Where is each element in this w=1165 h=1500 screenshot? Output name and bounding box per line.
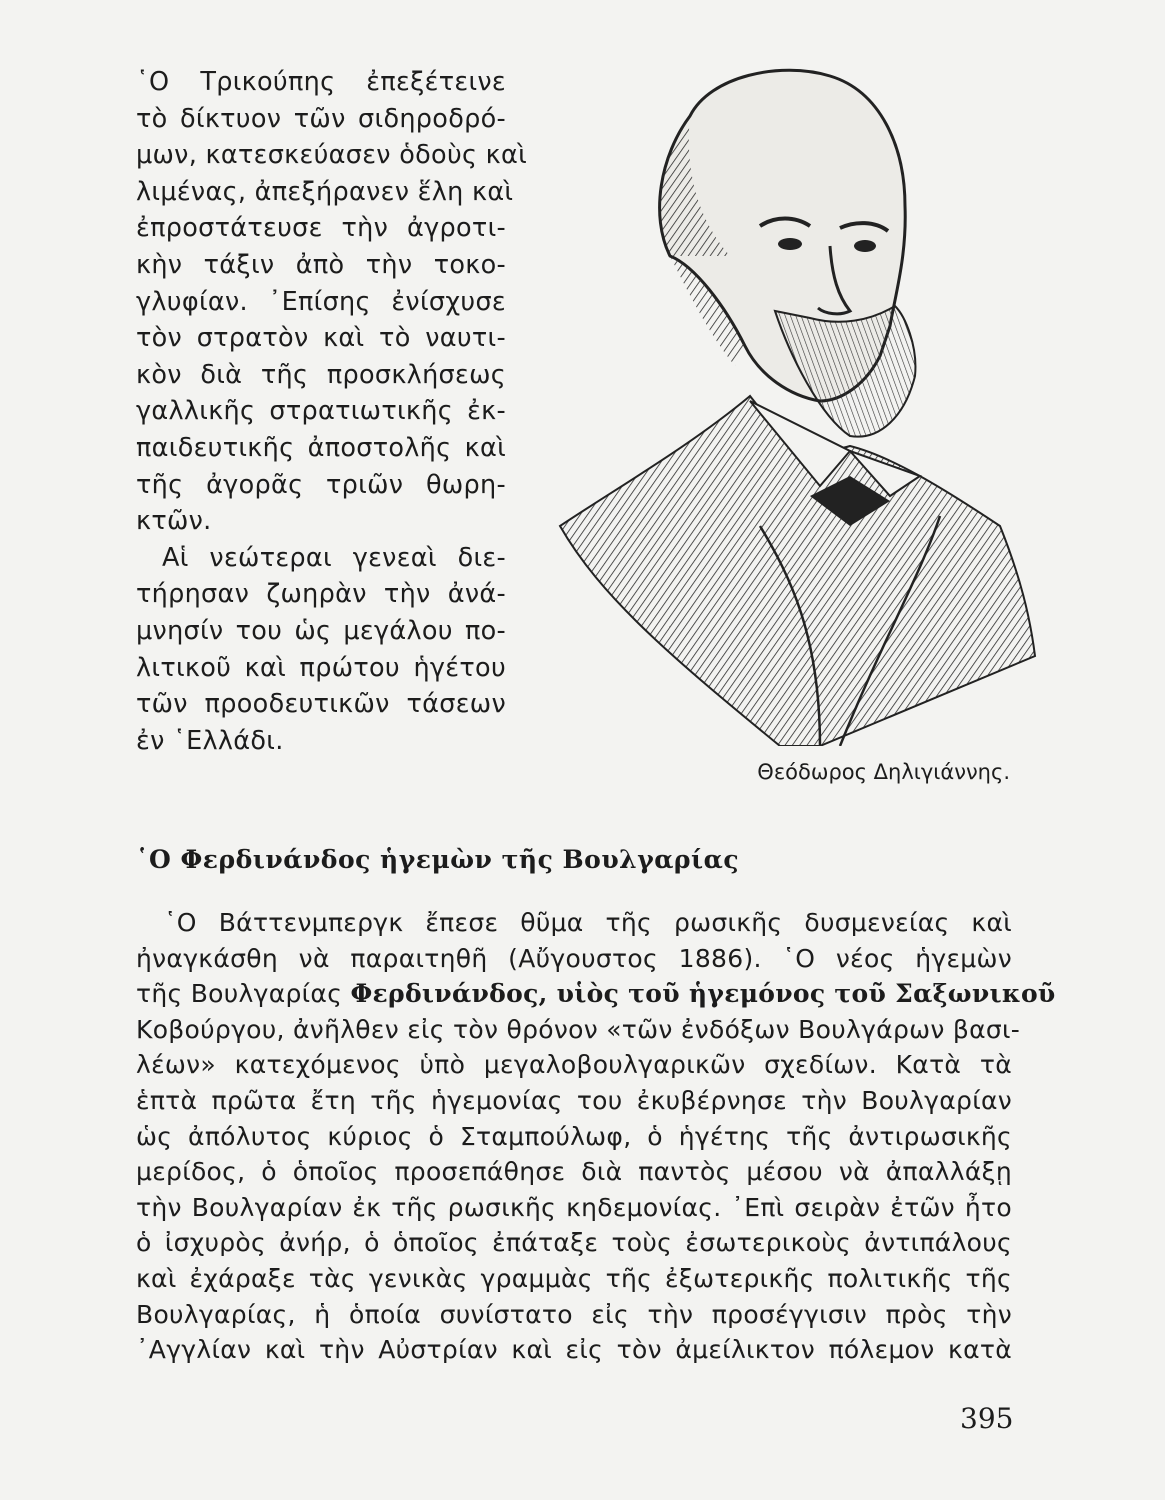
section-heading: ῾Ο Φερδινάνδος ἡγεμὼν τῆς Βουλγαρίας [136, 845, 740, 874]
text-line [136, 976, 1056, 1012]
text-line: λέων» κατεχόμενος ὑπὸ μεγαλοβουλγαρικῶν σχεδίων. Κατὰ τὰ [136, 1050, 1012, 1080]
portrait-caption: Θεόδωρος Δηλιγιάννης. [757, 760, 1010, 784]
text-line: μων, κατεσκεύασεν ὁδοὺς καὶ [136, 140, 528, 171]
text-line: λιμένας, ἀπεξήρανεν ἕλη καὶ [136, 176, 514, 207]
text-line: τῆς ἀγορᾶς τριῶν θωρη- [136, 469, 506, 500]
section-body [136, 905, 1056, 1368]
text-line: ᾿Αγγλίαν καὶ τὴν Αὐστρίαν καὶ εἰς τὸν ἀμείλικτον πόλεμον κατὰ [136, 1335, 1012, 1365]
bold-name-ferdinand: Φερδινάνδος, υἱὸς τοῦ ἡγεμόνος τοῦ Σαξωνικοῦ [350, 979, 1056, 1009]
text-line: Βουλγαρίας, ἡ ὁποία συνίστατο εἰς τὴν προσέγγισιν πρὸς τὴν [136, 1299, 1012, 1329]
text-line: ἐπροστάτευσε τὴν ἀγροτι- [136, 213, 506, 244]
portrait-engraving [520, 56, 1040, 746]
text-line: γαλλικῆς στρατιωτικῆς ἐκ- [136, 396, 506, 427]
text-line: τήρησαν ζωηρὰν τὴν ἀνά- [136, 579, 506, 610]
page-number: 395 [960, 1402, 1014, 1435]
text-line: ῾Ο Βάττενμπεργκ ἔπεσε θῦμα τῆς ρωσικῆς δυσμενείας καὶ [164, 908, 1012, 937]
text-line: Κοβούργου, ἀνῆλθεν εἰς τὸν θρόνον «τῶν ἐνδόξων Βουλγάρων βασι- [136, 1014, 1021, 1044]
left-text-column [136, 64, 528, 759]
text-line: λιτικοῦ καὶ πρώτου ἡγέτου [136, 652, 506, 683]
text-line: κὴν τάξιν ἀπὸ τὴν τοκο- [136, 249, 506, 280]
text-line: τὸν στρατὸν καὶ τὸ ναυτι- [136, 323, 506, 354]
text-line: γλυφίαν. ᾿Επίσης ἐνίσχυσε [136, 286, 506, 317]
text-line: μερίδος, ὁ ὁποῖος προσεπάθησε διὰ παντὸς μέσου νὰ ἀπαλλάξῃ [136, 1157, 1012, 1187]
text-line: κὸν διὰ τῆς προσκλήσεως [136, 359, 506, 390]
text-line: ἐν ῾Ελλάδι. [136, 725, 284, 756]
text-line: ὁ ἰσχυρὸς ἀνήρ, ὁ ὁποῖος ἐπάταξε τοὺς ἐσωτερικοὺς ἀντιπάλους [136, 1228, 1012, 1258]
text-line: ἑπτὰ πρῶτα ἔτη τῆς ἡγεμονίας του ἐκυβέρνησε τὴν Βουλγαρίαν [136, 1085, 1012, 1115]
text-line: μνησίν του ὡς μεγάλου πο- [136, 615, 506, 646]
text-line: τὸ δίκτυον τῶν σιδηροδρό- [136, 103, 506, 134]
text-line: ὡς ἀπόλυτος κύριος ὁ Σταμπούλωφ, ὁ ἡγέτης τῆς ἀντιρωσικῆς [136, 1121, 1012, 1151]
text-line: ἠναγκάσθη νὰ παραιτηθῆ (Αὔγουστος 1886). ῾Ο νέος ἡγεμὼν [136, 943, 1012, 973]
text-line: καὶ ἐχάραξε τὰς γενικὰς γραμμὰς τῆς ἐξωτερικῆς πολιτικῆς τῆς [136, 1263, 1012, 1293]
text-line: τῶν προοδευτικῶν τάσεων [136, 689, 506, 720]
text-line: κτῶν. [136, 506, 212, 537]
text-line: παιδευτικῆς ἀποστολῆς καὶ [136, 432, 506, 463]
text-line: Αἱ νεώτεραι γενεαὶ διε- [162, 542, 506, 573]
text-line: ῾Ο Τρικούπης ἐπεξέτεινε [136, 67, 506, 97]
text-line: τὴν Βουλγαρίαν ἐκ τῆς ρωσικῆς κηδεμονίας. ᾿Επὶ σειρὰν ἐτῶν ἦτο [136, 1192, 1012, 1222]
text-fragment: τῆς Βουλγαρίας [136, 979, 343, 1009]
